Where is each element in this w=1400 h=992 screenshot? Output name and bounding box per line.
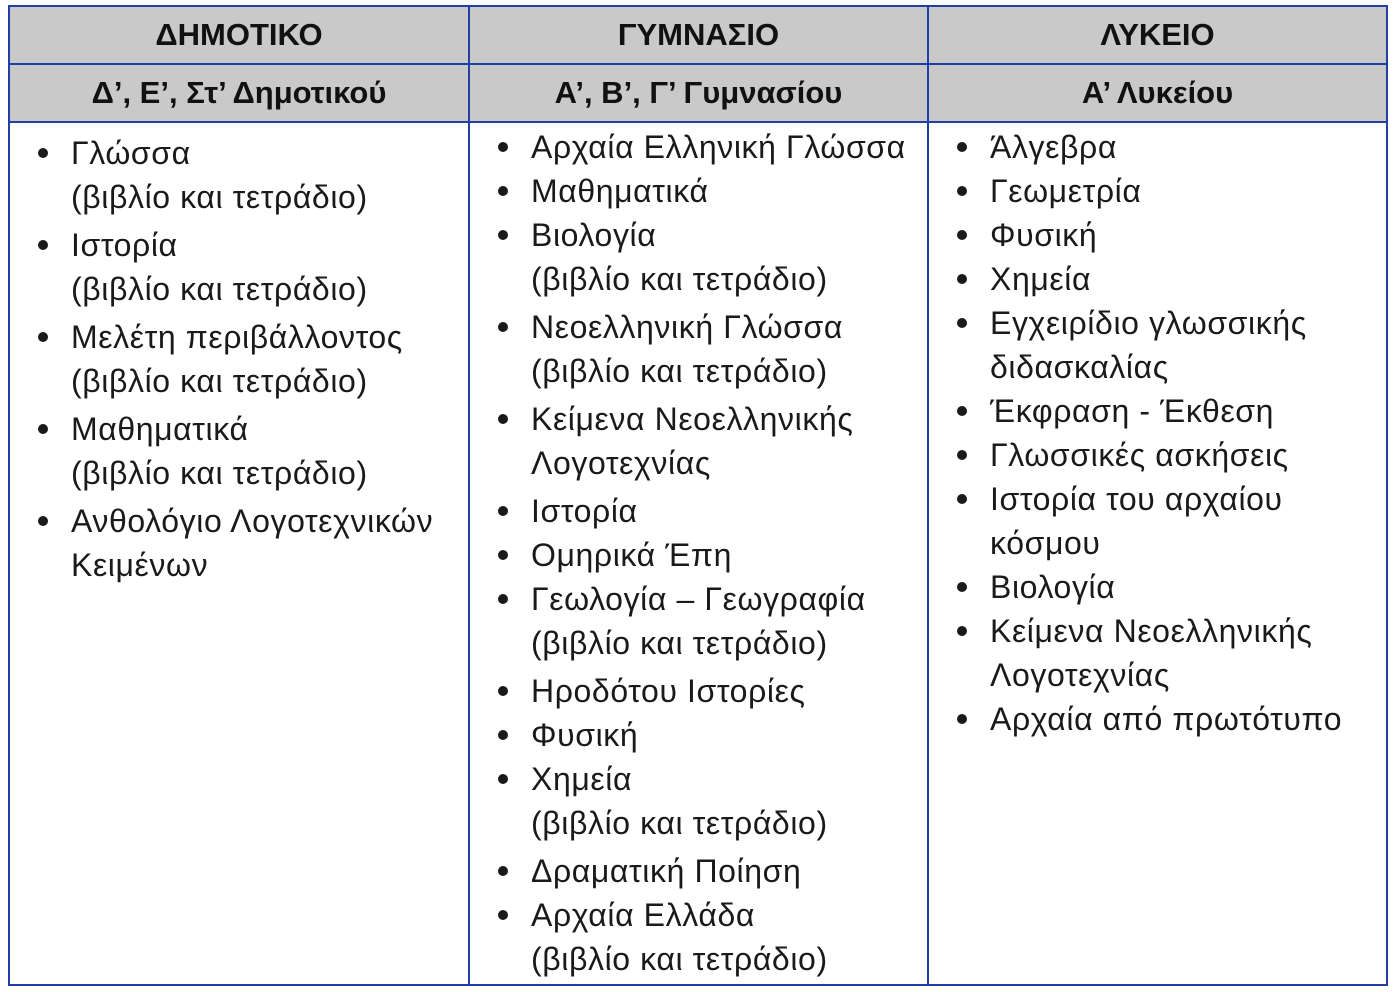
- bullet-icon: [498, 910, 508, 920]
- bullet-icon: [498, 866, 508, 876]
- bullet-icon: [498, 322, 508, 332]
- subject-name: Γεωλογία – Γεωγραφία: [531, 581, 866, 617]
- bullet-icon: [957, 494, 967, 504]
- bullet-icon: [38, 148, 48, 158]
- subject-name: Χημεία: [531, 761, 633, 797]
- subject-name: Άλγεβρα: [990, 129, 1117, 165]
- bullet-icon: [498, 774, 508, 784]
- subject-list-gymnasium: [470, 123, 927, 981]
- subject-name: Χημεία: [990, 261, 1092, 297]
- subject-list-item: [470, 533, 927, 577]
- subject-note: (βιβλίο και τετράδιο): [531, 625, 828, 661]
- subject-name: Δραματική Ποίηση: [531, 853, 802, 889]
- level-header-gymnasium: ΓΥΜΝΑΣΙΟ: [470, 7, 929, 65]
- subject-list-item: [929, 697, 1386, 741]
- subjects-table: [8, 5, 1388, 986]
- subject-note: (βιβλίο και τετράδιο): [71, 455, 368, 491]
- subject-list-item: [929, 433, 1386, 477]
- bullet-icon: [498, 414, 508, 424]
- subject-list-item: [10, 407, 468, 495]
- bullet-icon: [38, 332, 48, 342]
- bullet-icon: [498, 686, 508, 696]
- bullet-icon: [957, 714, 967, 724]
- bullet-icon: [498, 506, 508, 516]
- subject-name: Εγχειρίδιο γλωσσικής: [990, 305, 1307, 341]
- subject-name: Ιστορία: [531, 493, 638, 529]
- bullet-icon: [38, 240, 48, 250]
- subject-name: Ιστορία του αρχαίου: [990, 481, 1283, 517]
- grades-header-lyceum: Α’ Λυκείου: [929, 65, 1386, 123]
- bullet-icon: [957, 186, 967, 196]
- bullet-icon: [957, 582, 967, 592]
- bullet-icon: [38, 424, 48, 434]
- subject-note: (βιβλίο και τετράδιο): [531, 353, 828, 389]
- subjects-cell-lyceum: [929, 123, 1386, 985]
- subject-note: (βιβλίο και τετράδιο): [531, 805, 828, 841]
- subject-list-item: [929, 477, 1386, 565]
- subject-list-item: [10, 499, 468, 587]
- subject-list-item: [10, 223, 468, 311]
- subject-name: Ανθολόγιο Λογοτεχνικών: [71, 503, 434, 539]
- subject-note: Λογοτεχνίας: [531, 445, 711, 481]
- subject-list-item: [470, 669, 927, 713]
- subject-name: Φυσική: [531, 717, 639, 753]
- subject-list-lyceum: [929, 123, 1386, 741]
- grades-header-gymnasium: Α’, Β’, Γ’ Γυμνασίου: [470, 65, 929, 123]
- subject-list-item: [929, 125, 1386, 169]
- subject-note: (βιβλίο και τετράδιο): [71, 271, 368, 307]
- subject-note: διδασκαλίας: [990, 349, 1169, 385]
- bullet-icon: [957, 318, 967, 328]
- subject-list-item: [470, 125, 927, 169]
- subject-list-item: [470, 893, 927, 981]
- subject-note: (βιβλίο και τετράδιο): [531, 261, 828, 297]
- subject-list-item: [470, 849, 927, 893]
- subject-name: Αρχαία Ελλάδα: [531, 897, 755, 933]
- subject-list-item: [10, 131, 468, 219]
- subject-list-primary: [10, 123, 468, 587]
- subject-list-item: [470, 713, 927, 757]
- bullet-icon: [498, 730, 508, 740]
- subject-list-item: [929, 213, 1386, 257]
- subject-name: Βιολογία: [531, 217, 657, 253]
- subject-name: Αρχαία Ελληνική Γλώσσα: [531, 129, 906, 165]
- bullet-icon: [957, 406, 967, 416]
- subject-list-item: [929, 301, 1386, 389]
- bullet-icon: [498, 230, 508, 240]
- subject-note: κόσμου: [990, 525, 1101, 561]
- subject-name: Κείμενα Νεοελληνικής: [990, 613, 1313, 649]
- bullet-icon: [498, 142, 508, 152]
- bullet-icon: [957, 230, 967, 240]
- subject-name: Γλωσσικές ασκήσεις: [990, 437, 1289, 473]
- bullet-icon: [38, 516, 48, 526]
- subject-name: Γεωμετρία: [990, 173, 1142, 209]
- subject-list-item: [929, 389, 1386, 433]
- subject-note: (βιβλίο και τετράδιο): [531, 941, 828, 977]
- subject-name: Ιστορία: [71, 227, 178, 263]
- subject-name: Αρχαία από πρωτότυπο: [990, 701, 1343, 737]
- subjects-cell-gymnasium: [470, 123, 929, 985]
- subject-list-item: [470, 305, 927, 393]
- subject-list-item: [929, 257, 1386, 301]
- subject-note: (βιβλίο και τετράδιο): [71, 179, 368, 215]
- bullet-icon: [957, 450, 967, 460]
- subject-list-item: [470, 397, 927, 485]
- subject-name: Μαθηματικά: [531, 173, 709, 209]
- grades-header-primary: Δ’, Ε’, Στ’ Δημοτικού: [10, 65, 470, 123]
- bullet-icon: [498, 186, 508, 196]
- subject-name: Βιολογία: [990, 569, 1116, 605]
- subject-name: Κείμενα Νεοελληνικής: [531, 401, 854, 437]
- subject-name: Φυσική: [990, 217, 1098, 253]
- subject-list-item: [929, 609, 1386, 697]
- bullet-icon: [957, 274, 967, 284]
- subject-name: Μαθηματικά: [71, 411, 249, 447]
- level-header-primary: ΔΗΜΟΤΙΚΟ: [10, 7, 470, 65]
- subject-name: Ομηρικά Έπη: [531, 537, 733, 573]
- bullet-icon: [498, 550, 508, 560]
- subject-list-item: [929, 565, 1386, 609]
- subjects-cell-primary: [10, 123, 470, 985]
- subject-name: Ηροδότου Ιστορίες: [531, 673, 806, 709]
- subject-name: Γλώσσα: [71, 135, 191, 171]
- subject-note: Κειμένων: [71, 547, 209, 583]
- subject-list-item: [470, 489, 927, 533]
- level-header-lyceum: ΛΥΚΕΙΟ: [929, 7, 1386, 65]
- subject-name: Νεοελληνική Γλώσσα: [531, 309, 843, 345]
- subject-list-item: [470, 757, 927, 845]
- bullet-icon: [957, 142, 967, 152]
- subject-note: Λογοτεχνίας: [990, 657, 1170, 693]
- subject-name: Έκφραση - Έκθεση: [990, 393, 1275, 429]
- bullet-icon: [498, 594, 508, 604]
- bullet-icon: [957, 626, 967, 636]
- subject-list-item: [470, 213, 927, 301]
- subject-list-item: [470, 577, 927, 665]
- subject-list-item: [929, 169, 1386, 213]
- subject-name: Μελέτη περιβάλλοντος: [71, 319, 403, 355]
- subject-list-item: [470, 169, 927, 213]
- subject-note: (βιβλίο και τετράδιο): [71, 363, 368, 399]
- subject-list-item: [10, 315, 468, 403]
